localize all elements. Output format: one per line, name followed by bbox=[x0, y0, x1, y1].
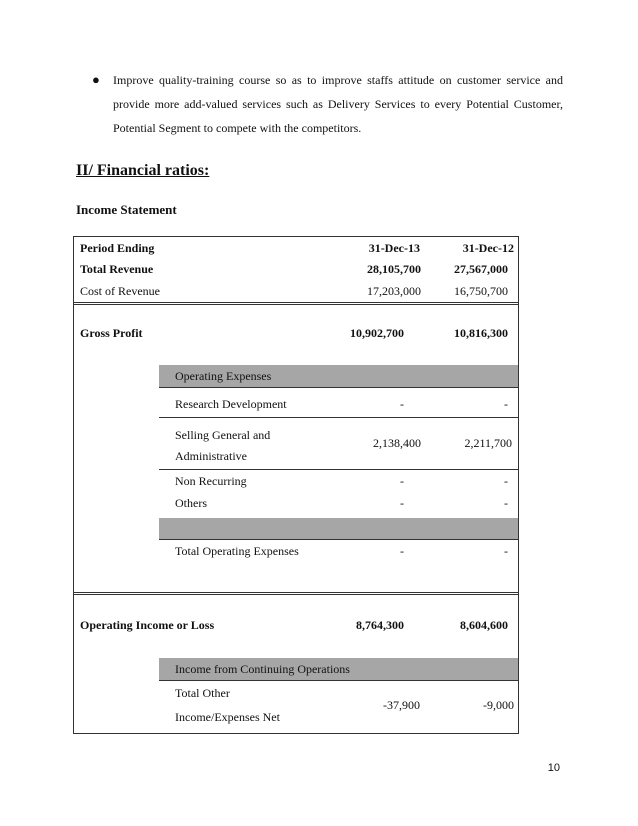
selling-general-col2: 2,211,700 bbox=[464, 436, 512, 450]
page-number: 10 bbox=[547, 762, 560, 774]
gross-profit-label: Gross Profit bbox=[80, 326, 143, 340]
empty-shaded-band bbox=[159, 518, 518, 539]
gross-profit-col1: 10,902,700 bbox=[350, 326, 404, 340]
bullet-paragraph bbox=[113, 68, 563, 140]
paragraph-line-1: Improve quality-training course so as to improve staffs attitude on customer service and bbox=[113, 73, 563, 87]
table-title: Income Statement bbox=[76, 202, 177, 217]
operating-income-label: Operating Income or Loss bbox=[80, 618, 215, 632]
total-other-label-line1: Total Other bbox=[175, 686, 230, 700]
research-development-col1: - bbox=[400, 397, 404, 411]
cost-of-revenue-label: Cost of Revenue bbox=[80, 284, 160, 298]
bullet-icon: ● bbox=[92, 72, 100, 87]
non-recurring-label: Non Recurring bbox=[175, 474, 247, 488]
total-revenue-col2: 27,567,000 bbox=[454, 262, 508, 276]
research-development-label: Research Development bbox=[175, 397, 287, 411]
header-col1: 31-Dec-13 bbox=[368, 241, 420, 255]
selling-general-col1: 2,138,400 bbox=[373, 436, 421, 450]
operating-expenses-heading: Operating Expenses bbox=[175, 369, 272, 383]
research-development-col2: - bbox=[504, 397, 508, 411]
rule-under-selling bbox=[159, 469, 518, 470]
total-operating-expenses-col2: - bbox=[504, 544, 508, 558]
operating-income-col2: 8,604,600 bbox=[460, 618, 508, 632]
section-title: II/ Financial ratios: bbox=[76, 162, 210, 179]
total-revenue-col1: 28,105,700 bbox=[367, 262, 421, 276]
selling-general-label-line2: Administrative bbox=[175, 449, 247, 463]
rule-under-research bbox=[159, 417, 518, 418]
rule-before-operating-income-2 bbox=[74, 594, 518, 595]
income-statement-table bbox=[73, 236, 519, 734]
selling-general-label-line1: Selling General and bbox=[175, 428, 271, 442]
non-recurring-col1: - bbox=[400, 474, 404, 488]
continuing-operations-heading: Income from Continuing Operations bbox=[175, 662, 350, 676]
operating-income-col1: 8,764,300 bbox=[356, 618, 404, 632]
header-label: Period Ending bbox=[80, 241, 155, 255]
rule-after-cost bbox=[74, 302, 518, 303]
others-label: Others bbox=[175, 496, 207, 510]
header-col2: 31-Dec-12 bbox=[462, 241, 514, 255]
total-other-col2: -9,000 bbox=[483, 698, 514, 712]
cost-of-revenue-col1: 17,203,000 bbox=[367, 284, 421, 298]
total-operating-expenses-col1: - bbox=[400, 544, 404, 558]
total-revenue-label: Total Revenue bbox=[80, 262, 154, 276]
rule-under-continuing-operations bbox=[159, 680, 518, 681]
others-col1: - bbox=[400, 496, 404, 510]
rule-after-cost-2 bbox=[74, 304, 518, 305]
rule-under-operating-expenses bbox=[159, 387, 518, 388]
total-operating-expenses-label: Total Operating Expenses bbox=[175, 544, 299, 558]
rule-under-empty-band bbox=[159, 539, 518, 540]
gross-profit-col2: 10,816,300 bbox=[454, 326, 508, 340]
total-other-col1: -37,900 bbox=[383, 698, 420, 712]
cost-of-revenue-col2: 16,750,700 bbox=[454, 284, 508, 298]
total-other-label-line2: Income/Expenses Net bbox=[175, 710, 280, 724]
rule-before-operating-income bbox=[74, 592, 518, 593]
paragraph-line-3: Potential Segment to compete with the competitors. bbox=[113, 121, 362, 135]
others-col2: - bbox=[504, 496, 508, 510]
non-recurring-col2: - bbox=[504, 474, 508, 488]
paragraph-line-2: provide more add-valued services such as Delivery Services to every Potential Customer, bbox=[113, 97, 563, 111]
